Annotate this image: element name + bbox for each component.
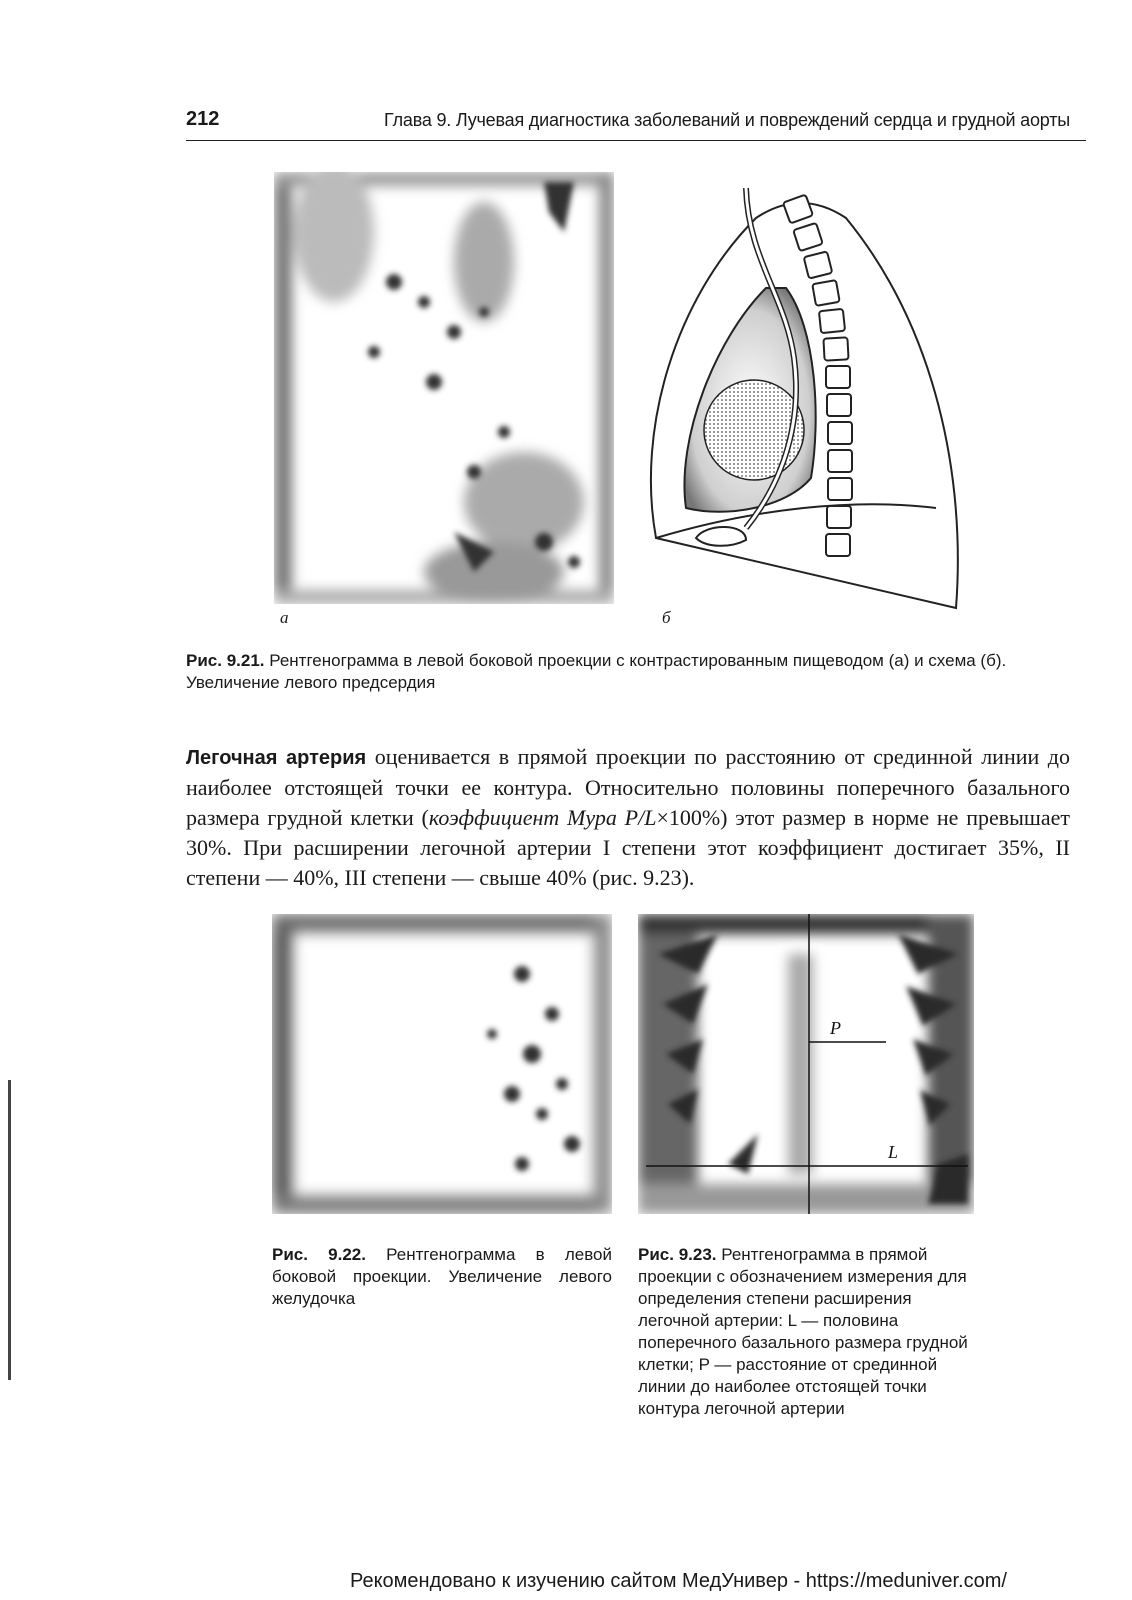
figure-9-21-caption-prefix: Рис. 9.21. (186, 651, 265, 670)
figure-9-22-caption-prefix: Рис. 9.22. (272, 1245, 366, 1264)
figure-9-23-caption (638, 1244, 976, 1420)
figure-9-22-caption-text: Рентгенограмма в левой боковой проекции. Увеличение левого желудочка (272, 1245, 612, 1308)
figure-9-22-radiograph (272, 914, 612, 1214)
scan-edge-mark (8, 1080, 11, 1380)
figure-9-21-panel-b-label: б (662, 608, 671, 627)
figure-9-23-radiograph (638, 914, 974, 1214)
footer-note: Рекомендовано к изучению сайтом МедУнивер - https://meduniver.com/ (350, 1570, 1007, 1592)
figure-9-21-panel-a-label: а (280, 608, 289, 627)
figure-9-21-b-schematic (636, 178, 1076, 618)
figure-9-21-caption (186, 650, 1070, 694)
figure-9-23-label-l: L (888, 1142, 899, 1162)
body-coefficient: коэффициент Мура P/L (428, 805, 657, 830)
figure-9-23-caption-prefix: Рис. 9.23. (638, 1245, 717, 1264)
body-text-part1: оценивается в прямой проекции по расстоянию от срединной линии до наиболее отстоящей точки ее контура. Относительно половины поперечного базального размера грудной клетки ( (186, 744, 1070, 830)
figure-9-22-caption (272, 1244, 612, 1310)
body-text-part2: ×100%) этот размер в норме не превышает 30%. При расширении легочной артерии I степени этот коэффициент достигает 35%, II степени — 40%, III степени — свыше 40% (рис. 9.23). (186, 805, 1070, 890)
figure-9-23-label-p: P (830, 1018, 841, 1038)
figure-9-23-caption-text: Рентгенограмма в прямой проекции с обозначением измерения для определения степени расширения легочной артерии: L — половина поперечного базального размера грудной клетки; P — расстояние от срединной линии до наиболее отстоящей точки контура легочной артерии (638, 1245, 968, 1418)
header-rule (186, 140, 1086, 141)
body-term: Легочная артерия (186, 747, 367, 769)
running-title: Глава 9. Лучевая диагностика заболеваний и повреждений сердца и грудной аорты (384, 110, 1070, 130)
figure-9-21-caption-text: Рентгенограмма в левой боковой проекции с контрастированным пищеводом (а) и схема (б). Увеличение левого предсердия (186, 651, 1007, 692)
page-number: 212 (186, 108, 220, 130)
figure-9-21-a-radiograph (274, 172, 614, 604)
body-paragraph (186, 742, 1070, 893)
